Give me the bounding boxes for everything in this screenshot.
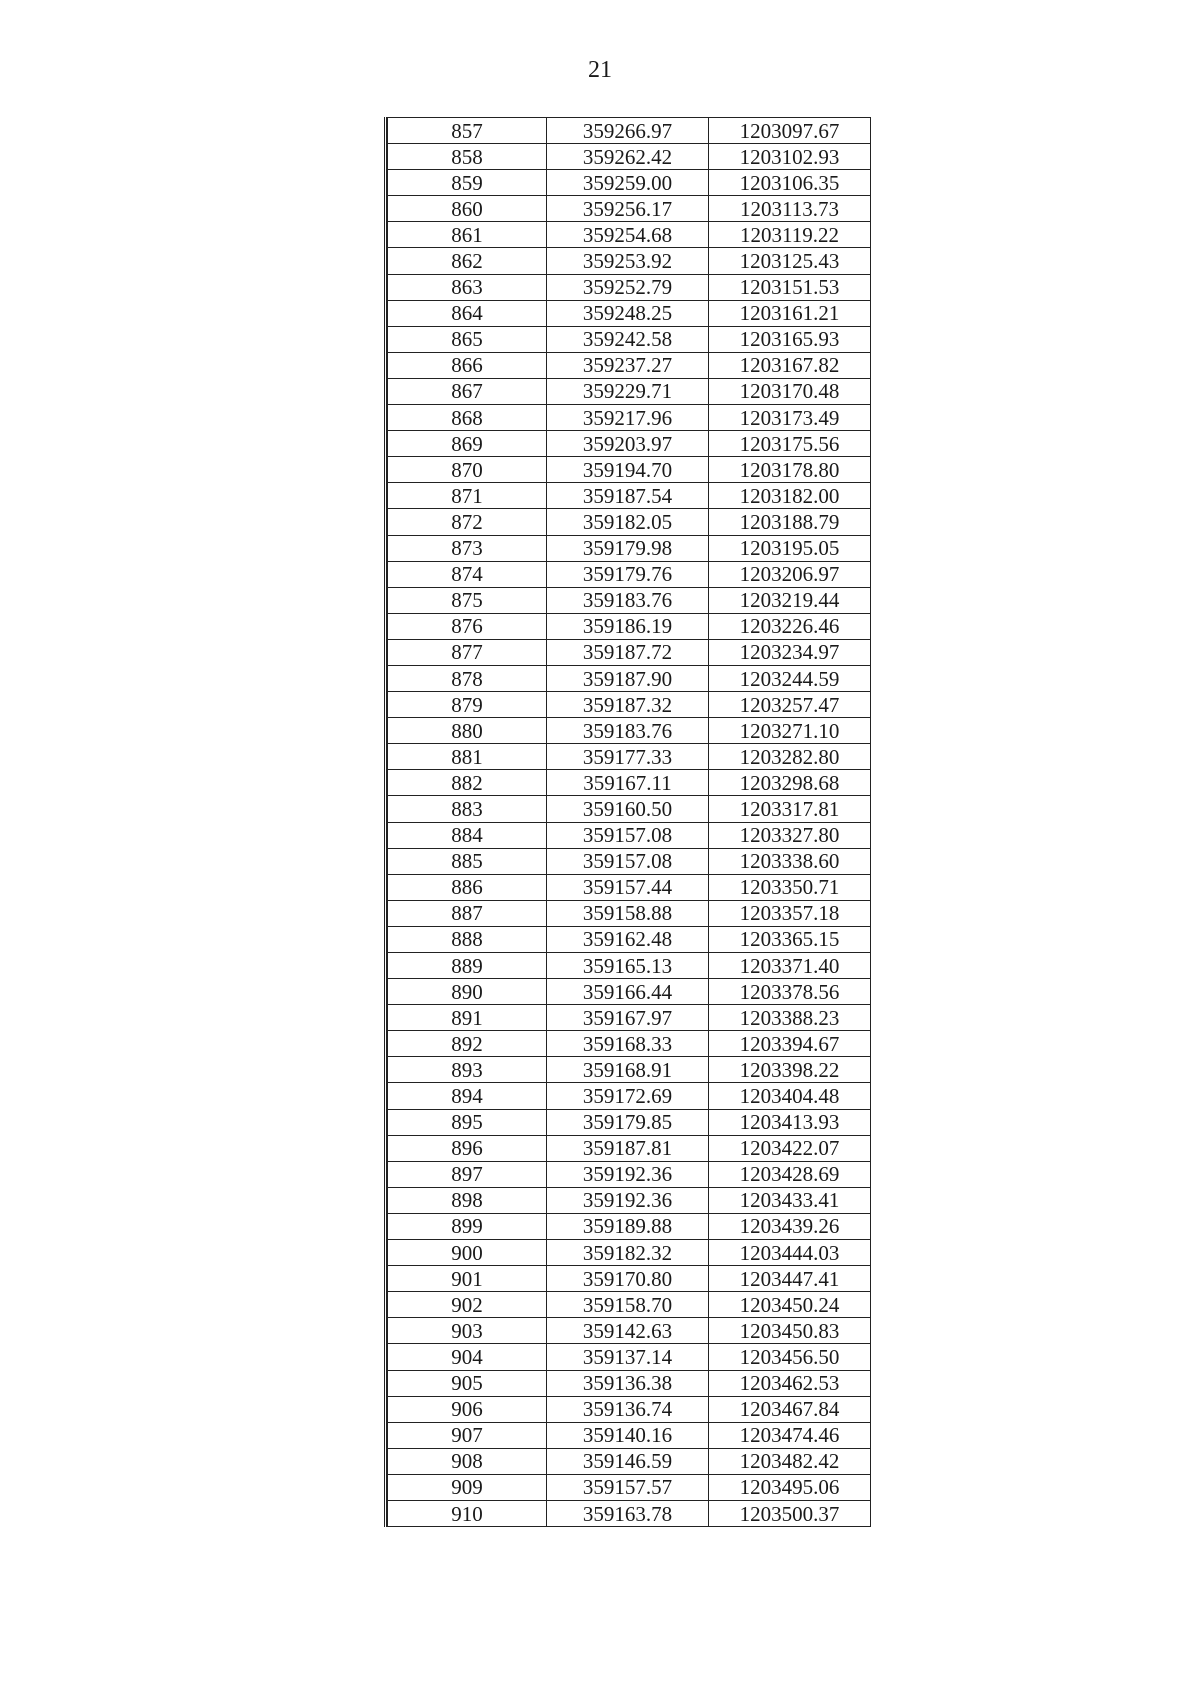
table-row: [388, 144, 871, 170]
y-coordinate-cell: 1203462.53: [709, 1370, 871, 1396]
point-number-cell: 865: [388, 326, 547, 352]
x-coordinate-cell: 359162.48: [547, 926, 709, 952]
y-coordinate-cell: 1203102.93: [709, 144, 871, 170]
point-number-cell: 898: [388, 1187, 547, 1213]
y-coordinate-cell: 1203219.44: [709, 587, 871, 613]
point-number-cell: 878: [388, 665, 547, 691]
table-row: [388, 796, 871, 822]
table-row: [388, 300, 871, 326]
x-coordinate-cell: 359192.36: [547, 1187, 709, 1213]
y-coordinate-cell: 1203298.68: [709, 770, 871, 796]
x-coordinate-cell: 359179.98: [547, 535, 709, 561]
y-coordinate-cell: 1203394.67: [709, 1031, 871, 1057]
x-coordinate-cell: 359187.81: [547, 1135, 709, 1161]
y-coordinate-cell: 1203188.79: [709, 509, 871, 535]
x-coordinate-cell: 359192.36: [547, 1161, 709, 1187]
x-coordinate-cell: 359186.19: [547, 613, 709, 639]
table-row: [388, 118, 871, 144]
y-coordinate-cell: 1203474.46: [709, 1422, 871, 1448]
y-coordinate-cell: 1203388.23: [709, 1005, 871, 1031]
x-coordinate-cell: 359136.38: [547, 1370, 709, 1396]
table-row: [388, 874, 871, 900]
table-row: [388, 431, 871, 457]
x-coordinate-cell: 359165.13: [547, 953, 709, 979]
table-row: [388, 535, 871, 561]
x-coordinate-cell: 359177.33: [547, 744, 709, 770]
point-number-cell: 858: [388, 144, 547, 170]
point-number-cell: 873: [388, 535, 547, 561]
point-number-cell: 881: [388, 744, 547, 770]
x-coordinate-cell: 359237.27: [547, 352, 709, 378]
y-coordinate-cell: 1203206.97: [709, 561, 871, 587]
point-number-cell: 888: [388, 926, 547, 952]
point-number-cell: 864: [388, 300, 547, 326]
point-number-cell: 880: [388, 718, 547, 744]
point-number-cell: 897: [388, 1161, 547, 1187]
table-row: [388, 953, 871, 979]
table-row: [388, 1109, 871, 1135]
table-row: [388, 1083, 871, 1109]
point-number-cell: 893: [388, 1057, 547, 1083]
y-coordinate-cell: 1203456.50: [709, 1344, 871, 1370]
point-number-cell: 907: [388, 1422, 547, 1448]
table-row: [388, 248, 871, 274]
y-coordinate-cell: 1203167.82: [709, 352, 871, 378]
point-number-cell: 877: [388, 639, 547, 665]
y-coordinate-cell: 1203439.26: [709, 1213, 871, 1239]
table-row: [388, 274, 871, 300]
table-row: [388, 744, 871, 770]
x-coordinate-cell: 359166.44: [547, 979, 709, 1005]
table-row: [388, 665, 871, 691]
page-number: 21: [588, 57, 612, 83]
x-coordinate-cell: 359253.92: [547, 248, 709, 274]
table-row: [388, 457, 871, 483]
x-coordinate-cell: 359256.17: [547, 196, 709, 222]
y-coordinate-cell: 1203447.41: [709, 1266, 871, 1292]
y-coordinate-cell: 1203165.93: [709, 326, 871, 352]
y-coordinate-cell: 1203444.03: [709, 1240, 871, 1266]
point-number-cell: 903: [388, 1318, 547, 1344]
x-coordinate-cell: 359170.80: [547, 1266, 709, 1292]
x-coordinate-cell: 359146.59: [547, 1448, 709, 1474]
x-coordinate-cell: 359262.42: [547, 144, 709, 170]
point-number-cell: 874: [388, 561, 547, 587]
y-coordinate-cell: 1203378.56: [709, 979, 871, 1005]
y-coordinate-cell: 1203125.43: [709, 248, 871, 274]
x-coordinate-cell: 359167.11: [547, 770, 709, 796]
y-coordinate-cell: 1203119.22: [709, 222, 871, 248]
table-row: [388, 509, 871, 535]
table-row: [388, 587, 871, 613]
y-coordinate-cell: 1203182.00: [709, 483, 871, 509]
y-coordinate-cell: 1203365.15: [709, 926, 871, 952]
point-number-cell: 866: [388, 352, 547, 378]
point-number-cell: 902: [388, 1292, 547, 1318]
x-coordinate-cell: 359157.57: [547, 1474, 709, 1500]
point-number-cell: 906: [388, 1396, 547, 1422]
y-coordinate-cell: 1203195.05: [709, 535, 871, 561]
table-row: [388, 1474, 871, 1500]
point-number-cell: 861: [388, 222, 547, 248]
x-coordinate-cell: 359163.78: [547, 1500, 709, 1526]
x-coordinate-cell: 359187.90: [547, 665, 709, 691]
table-row: [388, 1057, 871, 1083]
x-coordinate-cell: 359217.96: [547, 405, 709, 431]
table-row: [388, 1422, 871, 1448]
point-number-cell: 859: [388, 170, 547, 196]
point-number-cell: 889: [388, 953, 547, 979]
y-coordinate-cell: 1203282.80: [709, 744, 871, 770]
y-coordinate-cell: 1203173.49: [709, 405, 871, 431]
y-coordinate-cell: 1203495.06: [709, 1474, 871, 1500]
table-row: [388, 1213, 871, 1239]
point-number-cell: 892: [388, 1031, 547, 1057]
x-coordinate-cell: 359248.25: [547, 300, 709, 326]
table-row: [388, 1031, 871, 1057]
point-number-cell: 890: [388, 979, 547, 1005]
table-row: [388, 561, 871, 587]
table-row: [388, 718, 871, 744]
table-row: [388, 222, 871, 248]
point-number-cell: 871: [388, 483, 547, 509]
point-number-cell: 891: [388, 1005, 547, 1031]
table-row: [388, 1266, 871, 1292]
x-coordinate-cell: 359187.32: [547, 692, 709, 718]
x-coordinate-cell: 359229.71: [547, 378, 709, 404]
y-coordinate-cell: 1203413.93: [709, 1109, 871, 1135]
x-coordinate-cell: 359142.63: [547, 1318, 709, 1344]
table-row: [388, 378, 871, 404]
point-number-cell: 883: [388, 796, 547, 822]
table-row: [388, 639, 871, 665]
table-row: [388, 613, 871, 639]
y-coordinate-cell: 1203433.41: [709, 1187, 871, 1213]
x-coordinate-cell: 359183.76: [547, 718, 709, 744]
x-coordinate-cell: 359168.91: [547, 1057, 709, 1083]
y-coordinate-cell: 1203317.81: [709, 796, 871, 822]
point-number-cell: 910: [388, 1500, 547, 1526]
x-coordinate-cell: 359242.58: [547, 326, 709, 352]
table-row: [388, 1240, 871, 1266]
y-coordinate-cell: 1203500.37: [709, 1500, 871, 1526]
table-row: [388, 1161, 871, 1187]
x-coordinate-cell: 359172.69: [547, 1083, 709, 1109]
point-number-cell: 886: [388, 874, 547, 900]
table-row: [388, 1318, 871, 1344]
point-number-cell: 875: [388, 587, 547, 613]
x-coordinate-cell: 359189.88: [547, 1213, 709, 1239]
table-row: [388, 1370, 871, 1396]
y-coordinate-cell: 1203450.83: [709, 1318, 871, 1344]
y-coordinate-cell: 1203350.71: [709, 874, 871, 900]
y-coordinate-cell: 1203428.69: [709, 1161, 871, 1187]
x-coordinate-cell: 359158.70: [547, 1292, 709, 1318]
y-coordinate-cell: 1203106.35: [709, 170, 871, 196]
table-row: [388, 352, 871, 378]
y-coordinate-cell: 1203226.46: [709, 613, 871, 639]
point-number-cell: 896: [388, 1135, 547, 1161]
x-coordinate-cell: 359182.05: [547, 509, 709, 535]
table-row: [388, 326, 871, 352]
y-coordinate-cell: 1203178.80: [709, 457, 871, 483]
table-row: [388, 1187, 871, 1213]
y-coordinate-cell: 1203170.48: [709, 378, 871, 404]
table-row: [388, 979, 871, 1005]
point-number-cell: 887: [388, 900, 547, 926]
x-coordinate-cell: 359136.74: [547, 1396, 709, 1422]
x-coordinate-cell: 359252.79: [547, 274, 709, 300]
coordinates-table-body: [388, 118, 871, 1527]
y-coordinate-cell: 1203482.42: [709, 1448, 871, 1474]
x-coordinate-cell: 359160.50: [547, 796, 709, 822]
x-coordinate-cell: 359194.70: [547, 457, 709, 483]
x-coordinate-cell: 359183.76: [547, 587, 709, 613]
point-number-cell: 885: [388, 848, 547, 874]
y-coordinate-cell: 1203357.18: [709, 900, 871, 926]
y-coordinate-cell: 1203113.73: [709, 196, 871, 222]
point-number-cell: 867: [388, 378, 547, 404]
table-row: [388, 822, 871, 848]
point-number-cell: 863: [388, 274, 547, 300]
point-number-cell: 868: [388, 405, 547, 431]
y-coordinate-cell: 1203422.07: [709, 1135, 871, 1161]
coordinates-table: [387, 117, 871, 1527]
point-number-cell: 904: [388, 1344, 547, 1370]
point-number-cell: 908: [388, 1448, 547, 1474]
x-coordinate-cell: 359140.16: [547, 1422, 709, 1448]
point-number-cell: 857: [388, 118, 547, 144]
x-coordinate-cell: 359157.08: [547, 822, 709, 848]
y-coordinate-cell: 1203371.40: [709, 953, 871, 979]
table-row: [388, 1396, 871, 1422]
x-coordinate-cell: 359187.72: [547, 639, 709, 665]
x-coordinate-cell: 359179.85: [547, 1109, 709, 1135]
point-number-cell: 901: [388, 1266, 547, 1292]
table-row: [388, 926, 871, 952]
y-coordinate-cell: 1203338.60: [709, 848, 871, 874]
point-number-cell: 884: [388, 822, 547, 848]
table-row: [388, 770, 871, 796]
point-number-cell: 870: [388, 457, 547, 483]
y-coordinate-cell: 1203097.67: [709, 118, 871, 144]
x-coordinate-cell: 359187.54: [547, 483, 709, 509]
point-number-cell: 905: [388, 1370, 547, 1396]
table-row: [388, 900, 871, 926]
x-coordinate-cell: 359137.14: [547, 1344, 709, 1370]
x-coordinate-cell: 359203.97: [547, 431, 709, 457]
table-row: [388, 692, 871, 718]
x-coordinate-cell: 359158.88: [547, 900, 709, 926]
x-coordinate-cell: 359182.32: [547, 1240, 709, 1266]
point-number-cell: 862: [388, 248, 547, 274]
x-coordinate-cell: 359157.08: [547, 848, 709, 874]
y-coordinate-cell: 1203404.48: [709, 1083, 871, 1109]
point-number-cell: 869: [388, 431, 547, 457]
point-number-cell: 899: [388, 1213, 547, 1239]
table-row: [388, 483, 871, 509]
y-coordinate-cell: 1203271.10: [709, 718, 871, 744]
x-coordinate-cell: 359266.97: [547, 118, 709, 144]
table-row: [388, 170, 871, 196]
x-coordinate-cell: 359157.44: [547, 874, 709, 900]
point-number-cell: 895: [388, 1109, 547, 1135]
table-row: [388, 1135, 871, 1161]
y-coordinate-cell: 1203234.97: [709, 639, 871, 665]
table-row: [388, 1500, 871, 1526]
x-coordinate-cell: 359167.97: [547, 1005, 709, 1031]
y-coordinate-cell: 1203151.53: [709, 274, 871, 300]
x-coordinate-cell: 359179.76: [547, 561, 709, 587]
y-coordinate-cell: 1203450.24: [709, 1292, 871, 1318]
point-number-cell: 872: [388, 509, 547, 535]
table-row: [388, 1448, 871, 1474]
point-number-cell: 894: [388, 1083, 547, 1109]
point-number-cell: 900: [388, 1240, 547, 1266]
table-row: [388, 848, 871, 874]
table-row: [388, 1344, 871, 1370]
point-number-cell: 860: [388, 196, 547, 222]
y-coordinate-cell: 1203175.56: [709, 431, 871, 457]
point-number-cell: 876: [388, 613, 547, 639]
point-number-cell: 882: [388, 770, 547, 796]
x-coordinate-cell: 359168.33: [547, 1031, 709, 1057]
point-number-cell: 879: [388, 692, 547, 718]
coordinates-table-wrapper: [384, 117, 873, 1527]
x-coordinate-cell: 359259.00: [547, 170, 709, 196]
table-row: [388, 196, 871, 222]
table-row: [388, 405, 871, 431]
table-row: [388, 1005, 871, 1031]
y-coordinate-cell: 1203244.59: [709, 665, 871, 691]
point-number-cell: 909: [388, 1474, 547, 1500]
y-coordinate-cell: 1203161.21: [709, 300, 871, 326]
x-coordinate-cell: 359254.68: [547, 222, 709, 248]
y-coordinate-cell: 1203257.47: [709, 692, 871, 718]
y-coordinate-cell: 1203467.84: [709, 1396, 871, 1422]
table-row: [388, 1292, 871, 1318]
y-coordinate-cell: 1203398.22: [709, 1057, 871, 1083]
y-coordinate-cell: 1203327.80: [709, 822, 871, 848]
